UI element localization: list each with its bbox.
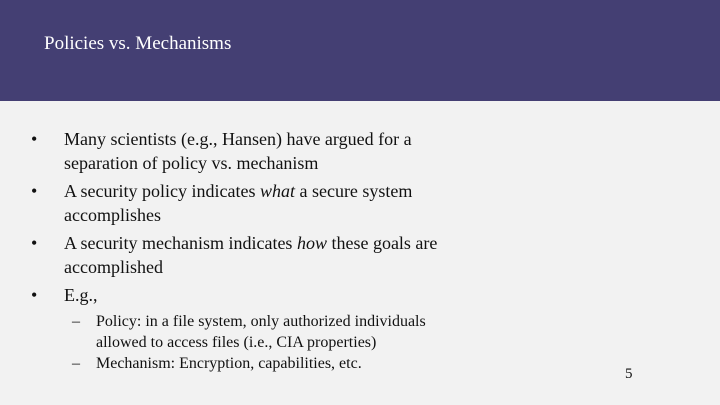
sub-bullet-marker: – <box>72 313 80 330</box>
page-number: 5 <box>625 366 633 382</box>
bullet-item <box>0 283 464 307</box>
bullet-text-post: a secure system accomplishes <box>64 181 413 225</box>
slide-body <box>0 127 720 374</box>
sub-bullet-marker: – <box>72 355 80 372</box>
sub-bullet-list <box>0 311 720 374</box>
sub-bullet-item <box>0 311 476 353</box>
bullet-item <box>0 179 464 227</box>
bullet-text: E.g., <box>64 285 98 305</box>
sub-bullet-item <box>0 353 476 374</box>
bullet-marker: • <box>31 233 38 253</box>
bullet-marker: • <box>31 129 38 149</box>
bullet-text-pre: A security mechanism indicates <box>64 233 297 253</box>
bullet-marker: • <box>31 285 38 305</box>
title-banner <box>0 0 720 101</box>
sub-bullet-text: Mechanism: Encryption, capabilities, etc. <box>96 355 362 372</box>
bullet-emphasis: how <box>296 233 327 253</box>
bullet-text-post: these goals are accomplished <box>64 233 438 277</box>
sub-bullet-text: Policy: in a file system, only authorized individuals allowed to access files (i.e., CIA properties) <box>96 313 426 351</box>
bullet-text-pre: A security policy indicates <box>64 181 260 201</box>
bullet-emphasis: what <box>259 181 295 201</box>
bullet-text: Many scientists (e.g., Hansen) have argued for a separation of policy vs. mechanism <box>64 129 412 173</box>
bullet-item <box>0 127 464 175</box>
bullet-marker: • <box>31 181 38 201</box>
bullet-item <box>0 231 464 279</box>
slide-title: Policies vs. Mechanisms <box>44 33 232 54</box>
